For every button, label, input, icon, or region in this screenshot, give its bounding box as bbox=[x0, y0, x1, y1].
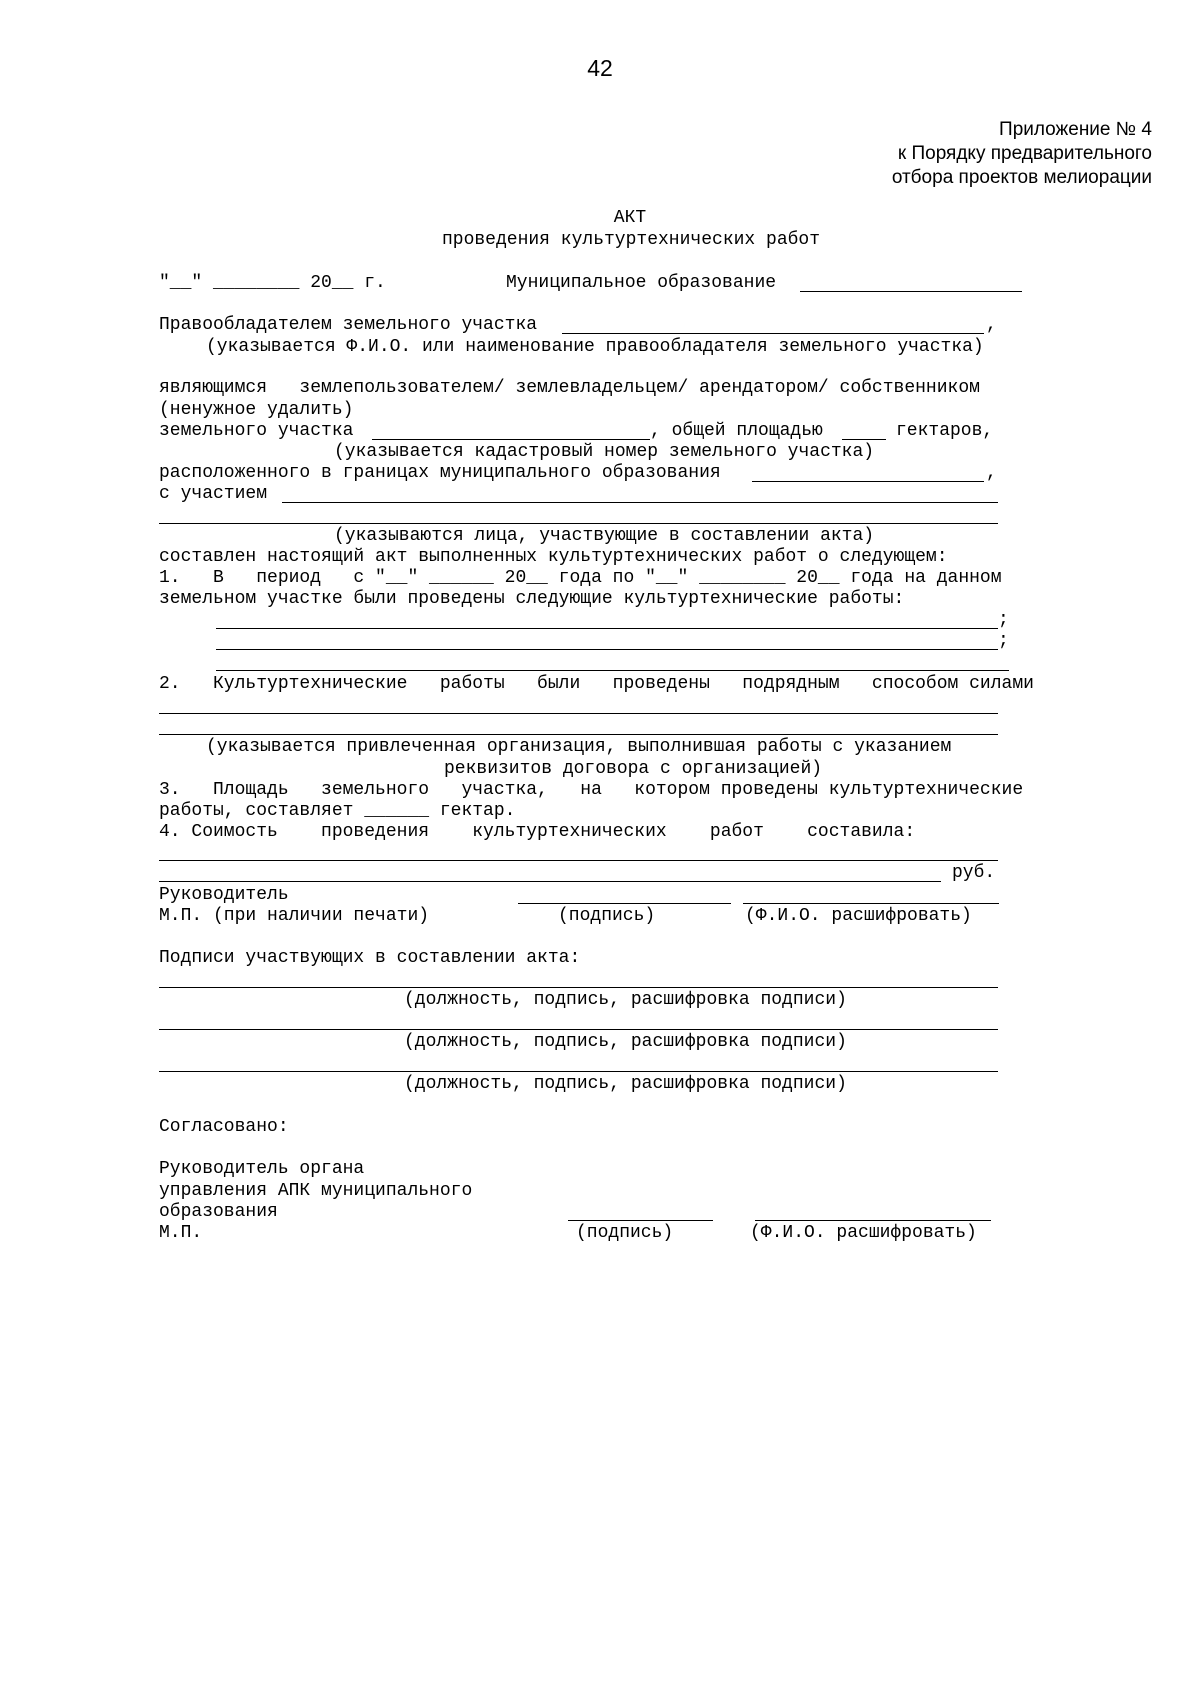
approver-signature-hint: (подпись) bbox=[576, 1223, 674, 1243]
municipality-label: Муниципальное образование bbox=[506, 273, 777, 293]
works-blank-3[interactable] bbox=[216, 670, 1009, 671]
approver-name-hint: (Ф.И.О. расшифровать) bbox=[750, 1223, 977, 1243]
document-title: АКТ bbox=[613, 208, 647, 228]
cost-blank-2[interactable] bbox=[159, 881, 941, 882]
head-signature-hint: (подпись) bbox=[558, 906, 656, 926]
works-semicolon-2: ; bbox=[998, 631, 1009, 651]
status-line-1: являющимся землепользователем/ землевладельцем/ арендатором/ собственником bbox=[159, 378, 980, 398]
approver-name-blank[interactable] bbox=[755, 1220, 991, 1221]
approver-line-2: управления АПК муниципального bbox=[159, 1181, 473, 1201]
participants-hint: (указываются лица, участвующие в составлении акта) bbox=[334, 526, 875, 546]
municipality-blank[interactable] bbox=[800, 291, 1022, 292]
participant-blank-3[interactable] bbox=[159, 1071, 998, 1072]
approver-stamp: М.П. bbox=[159, 1223, 203, 1243]
works-blank-1[interactable] bbox=[216, 628, 998, 629]
participants-blank-1[interactable] bbox=[282, 502, 998, 503]
plot-label: земельного участка bbox=[159, 421, 354, 441]
participant-blank-1[interactable] bbox=[159, 987, 998, 988]
contractor-blank-2[interactable] bbox=[159, 734, 998, 735]
owner-label: Правообладателем земельного участка bbox=[159, 315, 538, 335]
location-blank[interactable] bbox=[752, 481, 984, 482]
participants-label: с участием bbox=[159, 484, 268, 504]
appendix-line-2: к Порядку предварительного bbox=[897, 143, 1152, 164]
contractor-hint-2: реквизитов договора с организацией) bbox=[444, 759, 823, 779]
location-comma: , bbox=[986, 463, 997, 483]
area-unit: гектаров, bbox=[896, 421, 994, 441]
item-3-line-1: 3. Площадь земельного участка, на котором проведены культуртехнические bbox=[159, 780, 1024, 800]
works-blank-2[interactable] bbox=[216, 649, 998, 650]
cost-blank-1[interactable] bbox=[159, 860, 998, 861]
participant-hint-3: (должность, подпись, расшифровка подписи) bbox=[404, 1074, 847, 1094]
participant-hint-2: (должность, подпись, расшифровка подписи) bbox=[404, 1032, 847, 1052]
cadastral-blank[interactable] bbox=[372, 439, 650, 440]
item-3-line-2: работы, составляет ______ гектар. bbox=[159, 801, 516, 821]
participant-hint-1: (должность, подпись, расшифровка подписи) bbox=[404, 990, 847, 1010]
status-line-2: (ненужное удалить) bbox=[159, 400, 354, 420]
owner-blank[interactable] bbox=[562, 333, 984, 334]
item-4-line-1: 4. Соимость проведения культуртехнических работ составила: bbox=[159, 822, 916, 842]
approver-signature-blank[interactable] bbox=[568, 1220, 713, 1221]
owner-comma: , bbox=[986, 315, 997, 335]
participant-blank-2[interactable] bbox=[159, 1029, 998, 1030]
page-number: 42 bbox=[587, 55, 613, 81]
appendix-line-1: Приложение № 4 bbox=[999, 119, 1152, 140]
approved-label: Согласовано: bbox=[159, 1117, 289, 1137]
act-intro: составлен настоящий акт выполненных культуртехнических работ о следующем: bbox=[159, 547, 948, 567]
appendix-header bbox=[700, 118, 1152, 190]
approver-line-1: Руководитель органа bbox=[159, 1159, 365, 1179]
approver-line-3: образования bbox=[159, 1202, 278, 1222]
item-1-line-1: 1. В период с "__" ______ 20__ года по "__" ________ 20__ года на данном bbox=[159, 568, 1002, 588]
head-signature-blank[interactable] bbox=[518, 903, 731, 904]
item-1-line-2: земельном участке были проведены следующие культуртехнические работы: bbox=[159, 589, 905, 609]
area-blank[interactable] bbox=[842, 439, 886, 440]
location-label: расположенного в границах муниципального образования bbox=[159, 463, 721, 483]
item-2-line-1: 2. Культуртехнические работы были проведены подрядным способом силами bbox=[159, 674, 1034, 694]
head-stamp: М.П. (при наличии печати) bbox=[159, 906, 430, 926]
area-label: , общей площадью bbox=[650, 421, 823, 441]
cost-currency: руб. bbox=[952, 863, 996, 883]
head-role: Руководитель bbox=[159, 885, 289, 905]
head-name-blank[interactable] bbox=[743, 903, 999, 904]
head-name-hint: (Ф.И.О. расшифровать) bbox=[745, 906, 972, 926]
participants-signatures-label: Подписи участвующих в составлении акта: bbox=[159, 948, 581, 968]
appendix-line-3: отбора проектов мелиорации bbox=[891, 167, 1152, 188]
participants-blank-2[interactable] bbox=[159, 523, 998, 524]
cadastral-hint: (указывается кадастровый номер земельного участка) bbox=[334, 442, 875, 462]
contractor-hint-1: (указывается привлеченная организация, выполнившая работы с указанием bbox=[206, 737, 952, 757]
contractor-blank-1[interactable] bbox=[159, 713, 998, 714]
document-subtitle: проведения культуртехнических работ bbox=[441, 230, 821, 250]
works-semicolon-1: ; bbox=[998, 610, 1009, 630]
owner-hint: (указывается Ф.И.О. или наименование правообладателя земельного участка) bbox=[206, 337, 984, 357]
date-field: "__" ________ 20__ г. bbox=[159, 273, 386, 293]
